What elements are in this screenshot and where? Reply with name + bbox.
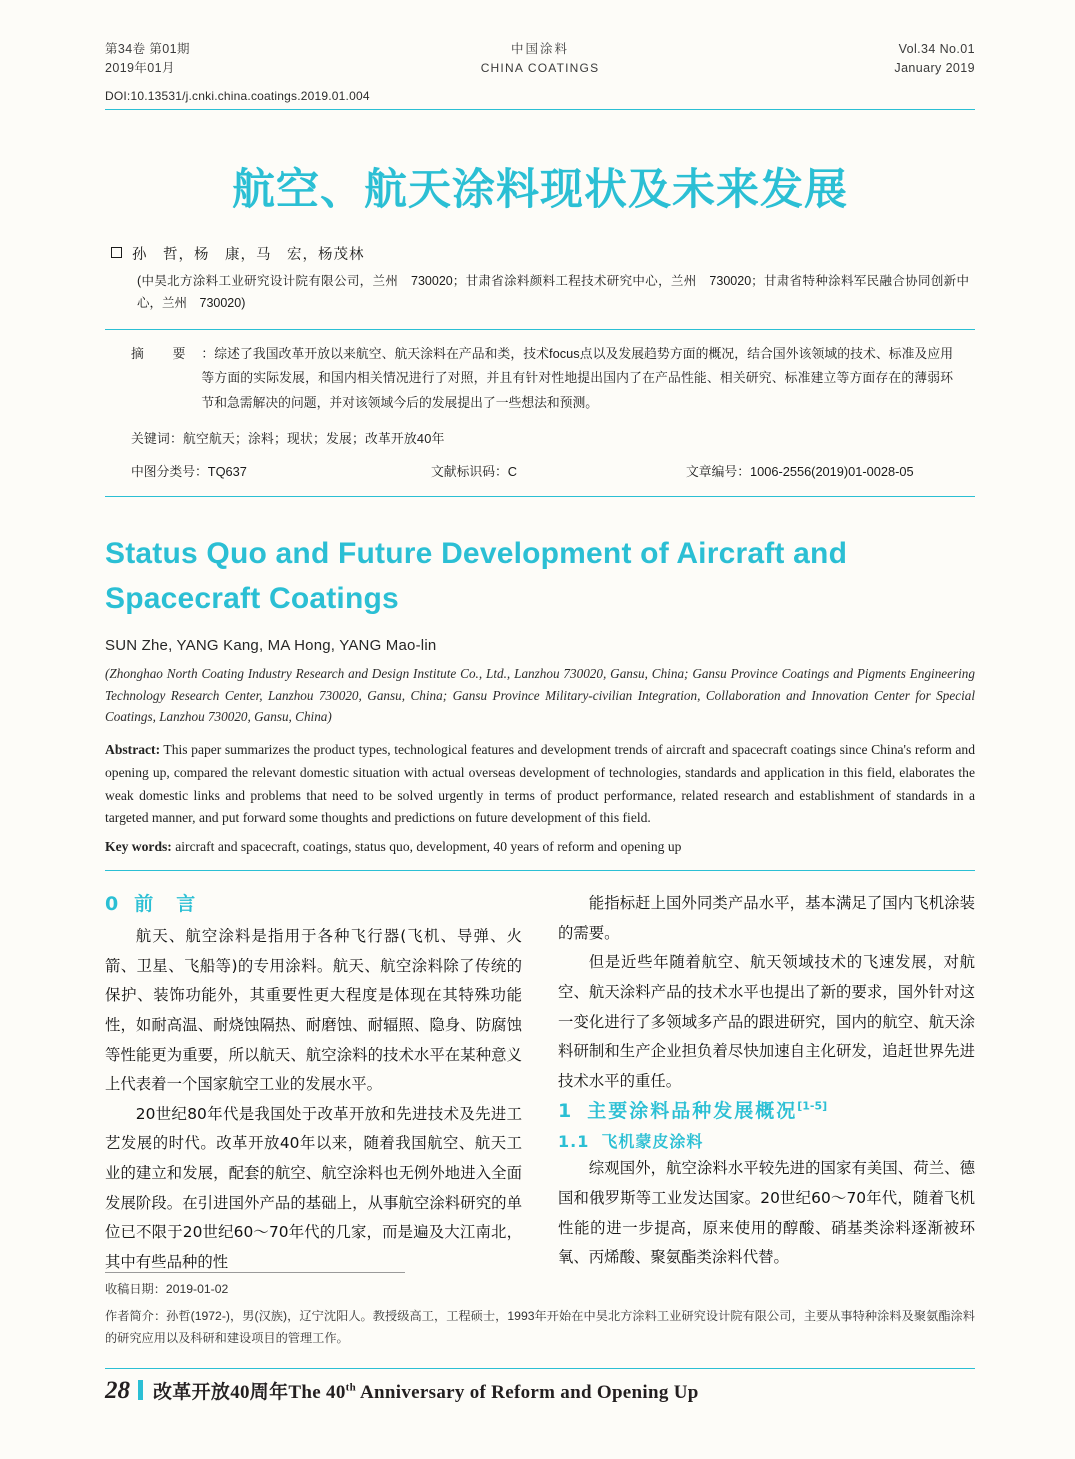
footer-text-en-2: Anniversary of Reform and Opening Up <box>356 1382 699 1403</box>
article-number: 文章编号：1006-2556(2019)01-0028-05 <box>686 464 914 480</box>
paragraph-right-3: 综观国外，航空涂料水平较先进的国家有美国、荷兰、德国和俄罗斯等工业发达国家。20世纪60～70年代，随着飞机性能的进一步提高，原来使用的醇酸、硝基类涂料逐渐被环氧、丙烯酸、聚氨酯类涂料代替。 <box>558 1159 975 1267</box>
abstract-cn-label: 摘 要 <box>131 345 194 361</box>
footer-text-superscript: th <box>345 1381 357 1394</box>
affiliation-en: (Zhonghao North Coating Industry Research and Design Institute Co., Ltd., Lanzhou 730020, Gansu, China; Gansu Province Coatings and Pigments Engineering Technology Research Center, Lanzhou 730020, Gansu, China; Gansu Province Military-civilian Integration, Collaboration and Innovation Center for Special Coatings, Lanzhou 730020, Gansu, China) <box>105 666 975 725</box>
section-title-0: 前 言 <box>134 893 198 916</box>
authors-en: SUN Zhe, YANG Kang, MA Hong, YANG Mao-lin <box>105 637 437 655</box>
paragraph-left-2: 20世纪80年代是我国处于改革开放和先进技术及先进工艺发展的时代。改革开放40年以来，随着我国航空、航天工业的建立和发展，配套的航空、航空涂料也无例外地进入全面发展阶段。在引进国外产品的基础上，从事航空涂料研究的单位已不限于20世纪60～70年代的几家，而是遍及大江南北，其中有些品种的性 <box>105 1104 522 1271</box>
footnote-block <box>105 1272 975 1349</box>
volume-issue: 第34卷 第01期 <box>105 42 190 56</box>
footer-text <box>153 1377 699 1404</box>
body-columns <box>105 889 975 1277</box>
running-head-left <box>105 40 392 79</box>
subsection-number-1-1: 1.1 <box>558 1132 590 1152</box>
issue-date-cn: 2019年01月 <box>105 61 175 76</box>
section-heading-1 <box>558 1096 975 1123</box>
paragraph-right-1: 能指标赶上国外同类产品水平，基本满足了国内飞机涂装的需要。 <box>558 894 975 942</box>
keywords-cn: 关键词：航空航天；涂料；现状；发展；改革开放40年 <box>131 431 445 447</box>
running-head-right <box>688 40 975 79</box>
volume-issue-en: Vol.34 No.01 <box>898 42 975 56</box>
journal-name-en: CHINA COATINGS <box>480 61 600 76</box>
abstract-divider-bottom <box>105 496 975 497</box>
affiliation-cn: (中昊北方涂料工业研究设计院有限公司，兰州 730020；甘肃省涂料颜料工程技术研究中心，兰州 730020；甘肃省特种涂料军民融合协同创新中心，兰州 730020) <box>137 273 969 310</box>
abstract-en-label: Abstract: <box>105 742 161 758</box>
footer-divider <box>105 1368 975 1369</box>
journal-name-cn: 中国涂料 <box>510 42 569 56</box>
paragraph-left-1: 航天、航空涂料是指用于各种飞行器(飞机、导弹、火箭、卫星、飞船等)的专用涂料。航天、航空涂料除了传统的保护、装饰功能外，其重要性更大程度是体现在其特殊功能性，如耐高温、耐烧蚀隔热、耐磨蚀、耐辐照、隐身、防腐蚀等性能更为重要，所以航天、航空涂料的技术水平在某种意义上代表着一个国家航空工业的发展水平。 <box>105 927 522 1094</box>
abstract-divider-top <box>105 329 975 330</box>
author-biography: 作者简介：孙哲(1972-)，男(汉族)，辽宁沈阳人。教授级高工，工程硕士，1993年开始在中昊北方涂料工业研究设计院有限公司，主要从事特种涂料及聚氨酯涂料的研究应用以及科研和建设项目的管理工作。 <box>105 1309 975 1345</box>
page-footer <box>105 1368 975 1405</box>
footer-text-en-1: The 40 <box>288 1382 346 1403</box>
page-number: 28 <box>105 1377 130 1404</box>
abstract-cn <box>105 342 975 417</box>
abstract-cn-text: ：综述了我国改革开放以来航空、航天涂料在产品和类，技术focus点以及发展趋势方面的概况，结合国外该领域的技术、标准及应用等方面的实际发展，和国内相关情况进行了对照，并且有针对性地提出国内了在产品性能、相关研究、标准建立等方面存在的薄弱环节和急需解决的问题，并对该领域今后的发展提出了一些想法和预测。 <box>201 345 953 411</box>
page-title-en: Status Quo and Future Development of Aircraft and Spacecraft Coatings <box>105 537 848 616</box>
authors-cn-names: 孙 哲，杨 康，马 宏，杨茂林 <box>132 246 365 263</box>
body-column-left <box>105 889 522 1277</box>
section-1-reference: [1-5] <box>797 1100 828 1114</box>
square-bullet-icon <box>111 247 122 258</box>
classification-row <box>105 461 975 480</box>
issue-date-en: January 2019 <box>894 61 975 76</box>
header-divider <box>105 109 975 110</box>
footer-accent-bar <box>138 1380 143 1400</box>
clc-number: 中图分类号：TQ637 <box>131 464 247 480</box>
abstract-en <box>105 739 975 829</box>
footer-text-cn: 改革开放40周年 <box>153 1382 289 1403</box>
subsection-title-1-1: 飞机蒙皮涂料 <box>601 1132 704 1152</box>
body-divider <box>105 870 975 871</box>
footnote-divider <box>105 1272 405 1273</box>
keywords-en-label: Key words: <box>105 838 172 854</box>
running-head-center <box>392 40 688 78</box>
keywords-en-text: aircraft and spacecraft, coatings, status quo, development, 40 years of reform and opening up <box>171 838 682 854</box>
page-content <box>105 40 975 1277</box>
doi: DOI:10.13531/j.cnki.china.coatings.2019.01.004 <box>105 88 370 103</box>
section-number-1: 1 <box>558 1100 574 1123</box>
abstract-en-text: This paper summarizes the product types, technological features and development trends of aircraft and spacecraft coatings since China's reform and opening up, compared the relevant domestic situation with actual overseas development of technologies, standards and application in this field, elaborates the weak domestic links and problems that need to be solved urgently in terms of product performance, related research and establishment of standards in a targeted manner, and put forward some thoughts and predictions on future development of this field. <box>105 742 975 826</box>
subsection-heading-1-1 <box>558 1129 975 1152</box>
authors-cn <box>105 243 975 264</box>
paragraph-right-2: 但是近些年随着航空、航天领域技术的飞速发展，对航空、航天涂料产品的技术水平也提出了新的要求，国外针对这一变化进行了多领域多产品的跟进研究，国内的航空、航天涂料研制和生产企业担负着尽快加速自主化研发，追赶世界先进技术水平的重任。 <box>558 953 975 1090</box>
received-date: 收稿日期：2019-01-02 <box>105 1282 229 1296</box>
running-head <box>105 40 975 79</box>
section-title-1: 主要涂料品种发展概况 <box>587 1100 798 1123</box>
page-title-cn: 航空、航天涂料现状及未来发展 <box>232 164 848 215</box>
footer-line <box>105 1377 975 1405</box>
document-code: 文献标识码：C <box>431 464 518 480</box>
keywords-en <box>105 836 975 859</box>
body-column-right <box>558 889 975 1277</box>
section-number-0: 0 <box>105 893 121 916</box>
section-heading-0 <box>105 889 522 916</box>
